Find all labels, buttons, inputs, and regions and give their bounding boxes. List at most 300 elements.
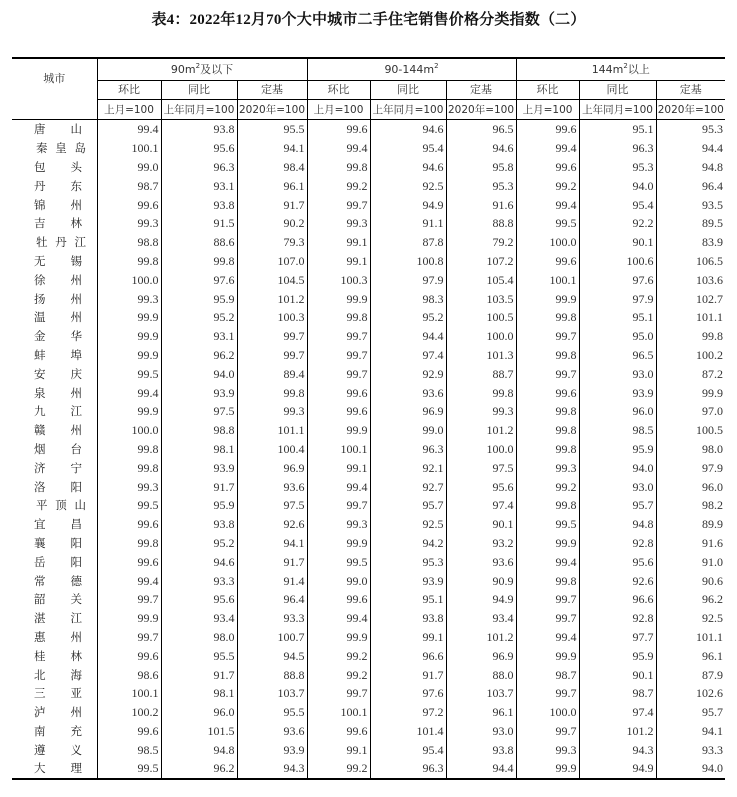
city-name: 平 顶 山 — [36, 498, 86, 513]
index-value: 96.4 — [656, 176, 725, 195]
table-row — [12, 440, 725, 459]
index-value: 87.8 — [370, 233, 446, 252]
index-value: 97.4 — [446, 496, 516, 515]
index-value: 92.5 — [656, 609, 725, 628]
index-value: 93.8 — [161, 195, 237, 214]
index-value: 99.7 — [516, 684, 579, 703]
city-name: 北 海 — [34, 667, 82, 682]
city-name: 桂 林 — [34, 648, 82, 663]
index-value: 95.3 — [656, 120, 725, 139]
index-value: 99.6 — [307, 402, 370, 421]
city-name: 襄 阳 — [34, 535, 82, 550]
index-value: 99.8 — [97, 458, 161, 477]
index-value: 99.9 — [516, 289, 579, 308]
index-value: 91.4 — [237, 571, 307, 590]
index-value: 101.3 — [446, 346, 516, 365]
index-value: 99.5 — [97, 496, 161, 515]
index-value: 99.8 — [516, 402, 579, 421]
index-value: 97.2 — [370, 703, 446, 722]
index-value: 93.9 — [161, 383, 237, 402]
table-row — [12, 289, 725, 308]
index-value: 104.5 — [237, 270, 307, 289]
index-value: 94.2 — [370, 534, 446, 553]
index-value: 89.4 — [237, 364, 307, 383]
index-value: 99.3 — [97, 477, 161, 496]
index-value: 93.3 — [237, 609, 307, 628]
index-value: 99.3 — [97, 214, 161, 233]
index-value: 92.6 — [237, 515, 307, 534]
index-value: 93.6 — [237, 722, 307, 741]
city-name: 济 宁 — [34, 460, 82, 475]
index-value: 99.0 — [307, 571, 370, 590]
index-value: 96.5 — [446, 120, 516, 139]
index-value: 102.6 — [656, 684, 725, 703]
index-value: 99.4 — [516, 552, 579, 571]
index-value: 99.7 — [307, 684, 370, 703]
index-value: 98.8 — [161, 421, 237, 440]
index-value: 99.3 — [516, 458, 579, 477]
index-value: 91.7 — [161, 477, 237, 496]
index-value: 93.8 — [370, 609, 446, 628]
table-row — [12, 233, 725, 252]
index-value: 90.2 — [237, 214, 307, 233]
index-value: 99.3 — [97, 289, 161, 308]
index-value: 101.2 — [446, 421, 516, 440]
index-value: 93.3 — [656, 740, 725, 759]
index-value: 94.4 — [656, 139, 725, 158]
city-name: 烟 台 — [34, 441, 82, 456]
index-value: 101.1 — [237, 421, 307, 440]
index-value: 99.8 — [656, 327, 725, 346]
index-value: 99.8 — [97, 252, 161, 271]
city-header: 城市 — [43, 72, 66, 86]
city-name: 牡 丹 江 — [36, 235, 86, 250]
index-value: 95.6 — [161, 590, 237, 609]
index-value: 93.5 — [656, 195, 725, 214]
index-value: 99.8 — [516, 440, 579, 459]
index-value: 94.9 — [446, 590, 516, 609]
index-value: 93.8 — [161, 515, 237, 534]
index-value: 99.9 — [307, 534, 370, 553]
index-value: 101.1 — [656, 308, 725, 327]
index-value: 102.7 — [656, 289, 725, 308]
index-value: 96.3 — [370, 759, 446, 779]
index-value: 94.0 — [161, 364, 237, 383]
table-row — [12, 252, 725, 271]
table-row — [12, 515, 725, 534]
index-value: 99.6 — [516, 120, 579, 139]
index-value: 98.0 — [656, 440, 725, 459]
index-value: 99.2 — [516, 477, 579, 496]
index-value: 99.6 — [516, 158, 579, 177]
index-value: 93.2 — [446, 534, 516, 553]
subheader-yoy: 同比 — [161, 81, 237, 100]
index-value: 100.0 — [516, 703, 579, 722]
index-value: 94.5 — [237, 646, 307, 665]
index-value: 93.0 — [446, 722, 516, 741]
index-value: 97.9 — [656, 458, 725, 477]
index-value: 96.1 — [446, 703, 516, 722]
index-value: 98.7 — [97, 176, 161, 195]
index-value: 100.0 — [446, 327, 516, 346]
city-name: 惠 州 — [34, 629, 82, 644]
index-value: 99.7 — [307, 496, 370, 515]
index-value: 95.6 — [161, 139, 237, 158]
table-row — [12, 346, 725, 365]
index-value: 100.1 — [307, 440, 370, 459]
table-row — [12, 628, 725, 647]
index-value: 99.3 — [237, 402, 307, 421]
index-value: 100.8 — [370, 252, 446, 271]
index-value: 93.6 — [446, 552, 516, 571]
index-value: 94.0 — [579, 176, 656, 195]
city-name: 三 亚 — [34, 686, 82, 701]
index-value: 99.1 — [307, 740, 370, 759]
index-value: 97.7 — [579, 628, 656, 647]
group-header-small: $90m^2$及以下 — [97, 58, 307, 81]
city-name: 泸 州 — [34, 705, 82, 720]
index-value: 100.0 — [97, 421, 161, 440]
index-value: 99.8 — [516, 571, 579, 590]
index-value: 95.1 — [579, 308, 656, 327]
table-row — [12, 496, 725, 515]
subheader-fixed: 定基 — [237, 81, 307, 100]
index-value: 94.3 — [237, 759, 307, 779]
city-name: 吉 林 — [34, 216, 82, 231]
index-value: 103.7 — [237, 684, 307, 703]
index-value: 99.6 — [97, 515, 161, 534]
index-value: 99.4 — [97, 120, 161, 139]
index-value: 96.5 — [579, 346, 656, 365]
index-value: 95.4 — [370, 740, 446, 759]
subheader-yoy: 同比 — [370, 81, 446, 100]
index-value: 97.4 — [579, 703, 656, 722]
index-value: 93.3 — [161, 571, 237, 590]
index-value: 99.6 — [516, 252, 579, 271]
index-value: 99.7 — [237, 346, 307, 365]
index-value: 96.4 — [237, 590, 307, 609]
index-value: 92.2 — [579, 214, 656, 233]
index-value: 93.6 — [237, 477, 307, 496]
index-value: 93.4 — [446, 609, 516, 628]
index-value: 99.5 — [97, 759, 161, 779]
index-value: 95.2 — [161, 534, 237, 553]
base-label-mom: 上月=100 — [97, 100, 161, 120]
index-value: 99.5 — [307, 552, 370, 571]
index-value: 99.7 — [516, 590, 579, 609]
base-label-yoy: 上年同月=100 — [579, 100, 656, 120]
table-title: 表4：2022年12月70个大中城市二手住宅销售价格分类指数（二） — [151, 12, 586, 28]
index-value: 99.7 — [516, 327, 579, 346]
subheader-fixed: 定基 — [656, 81, 725, 100]
index-value: 95.5 — [161, 646, 237, 665]
index-value: 93.8 — [446, 740, 516, 759]
index-value: 99.4 — [307, 609, 370, 628]
index-value: 95.1 — [370, 590, 446, 609]
index-value: 99.9 — [516, 646, 579, 665]
city-name: 温 州 — [34, 310, 82, 325]
index-value: 99.7 — [97, 628, 161, 647]
index-value: 99.9 — [97, 346, 161, 365]
city-name: 金 华 — [34, 329, 82, 344]
index-value: 96.0 — [161, 703, 237, 722]
index-value: 93.1 — [161, 176, 237, 195]
city-name: 湛 江 — [34, 611, 82, 626]
index-value: 95.5 — [237, 120, 307, 139]
index-value: 99.8 — [161, 252, 237, 271]
index-value: 99.5 — [516, 515, 579, 534]
index-value: 99.8 — [516, 346, 579, 365]
index-value: 100.7 — [237, 628, 307, 647]
city-name: 蚌 埠 — [34, 347, 82, 362]
index-value: 99.1 — [307, 233, 370, 252]
index-value: 99.8 — [97, 534, 161, 553]
index-value: 94.6 — [161, 552, 237, 571]
index-value: 93.9 — [161, 458, 237, 477]
table-row — [12, 402, 725, 421]
index-value: 99.1 — [307, 458, 370, 477]
base-label-mom: 上月=100 — [307, 100, 370, 120]
index-value: 99.5 — [97, 364, 161, 383]
index-value: 90.1 — [446, 515, 516, 534]
table-row — [12, 327, 725, 346]
price-index-table — [12, 57, 725, 780]
index-value: 97.6 — [370, 684, 446, 703]
index-value: 97.9 — [370, 270, 446, 289]
index-value: 98.3 — [370, 289, 446, 308]
index-value: 99.5 — [516, 214, 579, 233]
index-value: 98.2 — [656, 496, 725, 515]
index-value: 94.0 — [656, 759, 725, 779]
index-value: 95.5 — [237, 703, 307, 722]
index-value: 98.7 — [579, 684, 656, 703]
index-value: 101.4 — [370, 722, 446, 741]
index-value: 99.6 — [516, 383, 579, 402]
index-value: 99.2 — [307, 759, 370, 779]
city-name: 岳 阳 — [34, 554, 82, 569]
group-header-large: $144m^2$以上 — [516, 58, 725, 81]
index-value: 100.5 — [656, 421, 725, 440]
index-value: 100.2 — [97, 703, 161, 722]
index-value: 97.9 — [579, 289, 656, 308]
index-value: 103.5 — [446, 289, 516, 308]
index-value: 100.0 — [516, 233, 579, 252]
base-label-fixed: 2020年=100 — [656, 100, 725, 120]
index-value: 95.3 — [370, 552, 446, 571]
table-row — [12, 383, 725, 402]
index-value: 98.1 — [161, 684, 237, 703]
base-label-yoy: 上年同月=100 — [161, 100, 237, 120]
index-value: 96.9 — [446, 646, 516, 665]
index-value: 100.1 — [97, 684, 161, 703]
index-value: 101.2 — [446, 628, 516, 647]
index-value: 79.3 — [237, 233, 307, 252]
table-row — [12, 646, 725, 665]
index-value: 95.6 — [446, 477, 516, 496]
base-label-yoy: 上年同月=100 — [370, 100, 446, 120]
index-value: 91.7 — [161, 665, 237, 684]
index-value: 97.5 — [237, 496, 307, 515]
index-value: 99.9 — [97, 609, 161, 628]
index-value: 99.4 — [307, 477, 370, 496]
index-value: 92.8 — [579, 609, 656, 628]
index-value: 98.6 — [97, 665, 161, 684]
index-value: 94.9 — [579, 759, 656, 779]
city-name: 宜 昌 — [34, 517, 82, 532]
index-value: 107.2 — [446, 252, 516, 271]
index-value: 99.7 — [307, 195, 370, 214]
index-value: 98.5 — [579, 421, 656, 440]
index-value: 96.2 — [161, 759, 237, 779]
index-value: 96.6 — [579, 590, 656, 609]
index-value: 92.1 — [370, 458, 446, 477]
index-value: 91.7 — [237, 552, 307, 571]
subheader-mom: 环比 — [97, 81, 161, 100]
table-row — [12, 364, 725, 383]
index-value: 99.2 — [307, 176, 370, 195]
index-value: 99.7 — [516, 364, 579, 383]
index-value: 95.7 — [579, 496, 656, 515]
index-value: 93.1 — [161, 327, 237, 346]
index-value: 93.9 — [237, 740, 307, 759]
index-value: 103.7 — [446, 684, 516, 703]
table-row — [12, 590, 725, 609]
city-name: 赣 州 — [34, 423, 82, 438]
index-value: 98.7 — [516, 665, 579, 684]
index-value: 95.7 — [656, 703, 725, 722]
table-row — [12, 684, 725, 703]
index-value: 97.6 — [579, 270, 656, 289]
index-value: 95.2 — [161, 308, 237, 327]
index-value: 93.9 — [579, 383, 656, 402]
index-value: 100.3 — [237, 308, 307, 327]
index-value: 100.2 — [656, 346, 725, 365]
table-row — [12, 421, 725, 440]
base-label-mom: 上月=100 — [516, 100, 579, 120]
index-value: 88.7 — [446, 364, 516, 383]
subheader-yoy: 同比 — [579, 81, 656, 100]
index-value: 99.6 — [307, 120, 370, 139]
city-name: 唐 山 — [34, 122, 82, 137]
index-value: 88.6 — [161, 233, 237, 252]
index-value: 92.5 — [370, 176, 446, 195]
index-value: 99.2 — [307, 665, 370, 684]
city-name: 无 锡 — [34, 253, 82, 268]
index-value: 94.8 — [579, 515, 656, 534]
index-value: 99.3 — [307, 515, 370, 534]
city-name: 扬 州 — [34, 291, 82, 306]
index-value: 95.1 — [579, 120, 656, 139]
table-row — [12, 740, 725, 759]
index-value: 99.6 — [307, 590, 370, 609]
index-value: 92.7 — [370, 477, 446, 496]
index-value: 95.9 — [579, 440, 656, 459]
index-value: 100.3 — [307, 270, 370, 289]
index-value: 99.9 — [516, 534, 579, 553]
index-value: 99.8 — [237, 383, 307, 402]
index-value: 95.9 — [161, 289, 237, 308]
base-label-fixed: 2020年=100 — [237, 100, 307, 120]
index-value: 100.1 — [307, 703, 370, 722]
index-value: 94.8 — [161, 740, 237, 759]
group-header-medium: $90-144m^2$ — [307, 58, 516, 81]
index-value: 99.9 — [97, 327, 161, 346]
index-value: 99.7 — [307, 346, 370, 365]
index-value: 99.7 — [237, 327, 307, 346]
index-value: 93.0 — [579, 364, 656, 383]
index-value: 99.6 — [97, 552, 161, 571]
table-row — [12, 534, 725, 553]
index-value: 95.6 — [579, 552, 656, 571]
index-value: 88.8 — [446, 214, 516, 233]
table-row — [12, 158, 725, 177]
index-value: 99.7 — [307, 364, 370, 383]
index-value: 99.8 — [516, 496, 579, 515]
index-value: 99.9 — [97, 308, 161, 327]
index-value: 99.2 — [307, 646, 370, 665]
index-value: 99.8 — [97, 440, 161, 459]
index-value: 87.9 — [656, 665, 725, 684]
index-value: 95.3 — [446, 176, 516, 195]
index-value: 95.2 — [370, 308, 446, 327]
table-row — [12, 458, 725, 477]
index-value: 96.1 — [237, 176, 307, 195]
city-name: 丹 东 — [34, 178, 82, 193]
index-value: 101.2 — [237, 289, 307, 308]
index-value: 99.4 — [516, 628, 579, 647]
index-value: 95.7 — [370, 496, 446, 515]
table-body — [12, 120, 725, 779]
index-value: 90.6 — [656, 571, 725, 590]
table-row — [12, 609, 725, 628]
index-value: 95.9 — [579, 646, 656, 665]
index-value: 94.4 — [446, 759, 516, 779]
subheader-mom: 环比 — [307, 81, 370, 100]
index-value: 92.6 — [579, 571, 656, 590]
index-value: 95.8 — [446, 158, 516, 177]
index-value: 99.6 — [97, 646, 161, 665]
table-row — [12, 270, 725, 289]
index-value: 97.5 — [161, 402, 237, 421]
index-value: 99.4 — [97, 383, 161, 402]
index-value: 100.6 — [579, 252, 656, 271]
city-name: 徐 州 — [34, 272, 82, 287]
index-value: 99.6 — [97, 722, 161, 741]
index-value: 93.8 — [161, 120, 237, 139]
city-header-spacer — [12, 100, 97, 120]
index-value: 100.0 — [446, 440, 516, 459]
index-value: 99.7 — [97, 590, 161, 609]
index-value: 99.9 — [307, 628, 370, 647]
index-value: 93.0 — [579, 477, 656, 496]
table-row — [12, 214, 725, 233]
city-name: 泉 州 — [34, 385, 82, 400]
index-value: 93.4 — [161, 609, 237, 628]
index-value: 91.7 — [370, 665, 446, 684]
index-value: 98.4 — [237, 158, 307, 177]
city-name: 南 充 — [34, 723, 82, 738]
index-value: 95.9 — [161, 496, 237, 515]
index-value: 94.0 — [579, 458, 656, 477]
index-value: 101.5 — [161, 722, 237, 741]
index-value: 99.1 — [307, 252, 370, 271]
city-name: 韶 关 — [34, 592, 82, 607]
index-value: 99.9 — [307, 421, 370, 440]
index-value: 98.8 — [97, 233, 161, 252]
table-row — [12, 195, 725, 214]
index-value: 88.8 — [237, 665, 307, 684]
index-value: 94.3 — [579, 740, 656, 759]
